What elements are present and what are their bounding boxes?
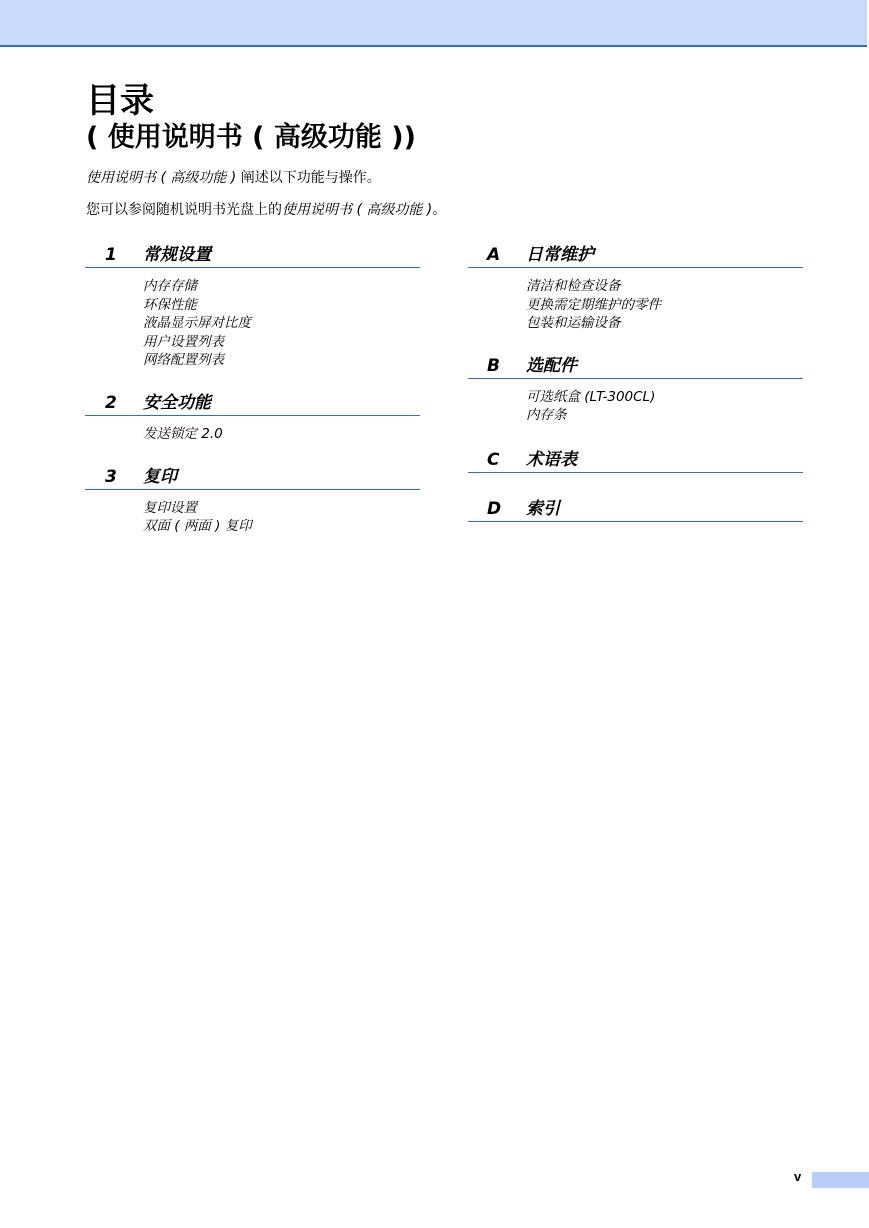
toc-item-list (85, 490, 420, 536)
toc-section-d (468, 498, 803, 522)
toc-item-list (85, 268, 420, 370)
section-number: 2 (105, 392, 117, 413)
toc-section-2 (85, 392, 420, 444)
toc-item-list (468, 379, 803, 425)
page-title: 目录 (86, 81, 154, 121)
toc-left-column (85, 244, 420, 536)
section-title[interactable]: 索引 (526, 498, 560, 519)
section-title[interactable]: 日常维护 (526, 245, 594, 265)
toc-section-heading[interactable] (85, 244, 420, 268)
toc-item[interactable]: 内存存储 (143, 278, 197, 294)
toc-item[interactable]: 双面 ( 两面 ) 复印 (143, 518, 252, 535)
toc-item[interactable]: 液晶显示屏对比度 (143, 315, 251, 332)
section-title[interactable]: 安全功能 (143, 392, 211, 413)
toc-item[interactable]: 清洁和检查设备 (526, 278, 621, 294)
section-number: B (487, 355, 500, 376)
toc-item-list (85, 416, 420, 444)
toc-item[interactable]: 发送锁定 2.0 (143, 425, 223, 442)
footer-band (812, 1172, 869, 1188)
intro-line-1 (86, 168, 381, 188)
manual-name-link[interactable]: 使用说明书 ( 高级功能 ) (282, 202, 433, 218)
toc-section-1 (85, 244, 420, 370)
toc-item[interactable]: 内存条 (526, 407, 567, 424)
toc-right-column (468, 244, 803, 522)
toc-section-heading[interactable] (85, 392, 420, 416)
toc-item[interactable]: 复印设置 (143, 499, 197, 516)
section-title[interactable]: 选配件 (526, 355, 577, 376)
toc-item[interactable]: 包装和运输设备 (526, 315, 621, 332)
toc-section-3 (85, 466, 420, 536)
section-title[interactable]: 术语表 (526, 449, 577, 470)
toc-section-heading[interactable] (468, 355, 803, 379)
toc-item-list (468, 268, 803, 333)
section-number: 3 (105, 466, 117, 487)
toc-section-a (468, 244, 803, 333)
intro-line-1-text: 阐述以下功能与操作。 (236, 170, 381, 186)
section-title[interactable]: 常规设置 (143, 245, 211, 265)
section-number: D (487, 498, 502, 519)
intro-line-2-end: 。 (432, 202, 447, 218)
section-number: C (487, 449, 500, 470)
section-title[interactable]: 复印 (143, 466, 177, 487)
page-number: v (794, 1169, 802, 1184)
toc-section-heading[interactable] (85, 466, 420, 490)
section-number: 1 (105, 245, 117, 265)
manual-name: 使用说明书 ( 高级功能 ) (86, 170, 237, 186)
toc-section-heading[interactable] (468, 244, 803, 268)
toc-item[interactable]: 更换需定期维护的零件 (526, 296, 661, 313)
toc-item[interactable]: 网络配置列表 (143, 352, 224, 369)
toc-item[interactable]: 可选纸盒 (LT-300CL) (526, 388, 656, 405)
toc-section-b (468, 355, 803, 425)
page-subtitle: ( 使用说明书 ( 高级功能 )) (86, 122, 416, 153)
intro-line-2-text: 您可以参阅随机说明书光盘上的 (86, 202, 282, 218)
toc-section-heading[interactable] (468, 449, 803, 473)
toc-section-heading[interactable] (468, 498, 803, 522)
toc-item[interactable]: 环保性能 (143, 296, 197, 313)
section-number: A (487, 245, 501, 265)
toc-item[interactable]: 用户设置列表 (143, 333, 224, 350)
intro-line-2 (86, 200, 446, 220)
header-band (0, 0, 867, 47)
toc-section-c (468, 449, 803, 473)
